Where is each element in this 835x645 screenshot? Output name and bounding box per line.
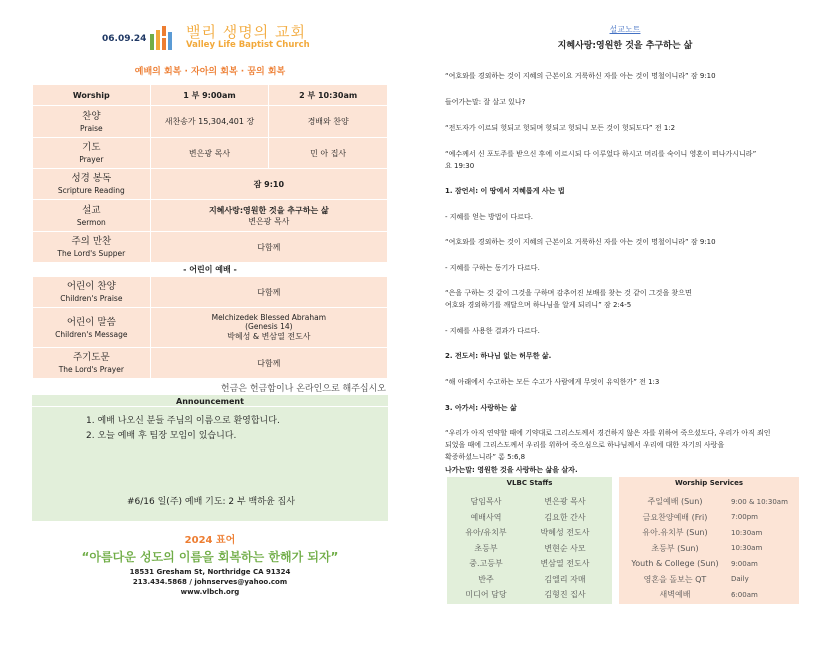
list-item: Youth & College (Sun) 9:00am xyxy=(631,559,758,569)
church-contact: 213.434.5868 / johnserves@yahoo.com xyxy=(132,578,288,586)
note-line: 여호와 경외하기를 깨달으며 하나님을 알게 되리니” 잠 2:4-5 xyxy=(445,301,632,309)
bulletin-header xyxy=(30,16,390,58)
worship-services-title: Worship Services xyxy=(619,477,799,490)
list-item: 영혼을 돌보는 QT Daily xyxy=(643,574,749,584)
note-line: 확증하셨느니라” 롬 5:6,8 xyxy=(445,453,526,461)
note-line: “여호와를 경외하는 것이 지혜의 근본이요 거룩하신 자를 아는 것이 명철이니라” 잠 9:10 xyxy=(445,238,716,246)
first-service-value: 새찬송가 15,304,401 장 xyxy=(150,106,269,138)
worship-services-box xyxy=(619,477,799,604)
list-item: 1. 예배 나오신 분들 주님의 이름으로 환영합니다. xyxy=(86,416,280,426)
bulletin-footer xyxy=(30,531,390,597)
item-label: 설교 Sermon xyxy=(33,200,151,232)
note-line: 나가는말: 영원한 것을 사랑하는 삶을 살자. xyxy=(445,466,578,474)
note-line: 요 19:30 xyxy=(445,162,475,170)
table-row xyxy=(33,169,388,200)
children-message-ref: (Genesis 14) xyxy=(245,322,293,331)
note-line: “우리가 아직 연약할 때에 기약대로 그리스도께서 경건하지 않은 자를 위하여 죽으셨도다, 우리가 아직 죄인 xyxy=(445,429,771,437)
list-item: 초등부 (Sun) 10:30am xyxy=(651,543,763,553)
church-address: 18531 Gresham St, Northridge CA 91324 xyxy=(129,568,291,576)
note-line: 3. 아가서: 사랑하는 삶 xyxy=(445,404,517,412)
list-item: 주일예배 (Sun) 9:00 & 10:30am xyxy=(647,497,788,507)
children-message-title: Melchizedek Blessed Abraham xyxy=(211,313,327,322)
table-row xyxy=(33,232,388,263)
note-line: - 지혜를 사용한 결과가 다르다. xyxy=(445,327,540,335)
scripture-reference: 잠 9:10 xyxy=(150,169,387,200)
bulletin-front xyxy=(30,16,390,597)
note-line: - 지혜를 얻는 방법이 다르다. xyxy=(445,213,534,221)
church-motto: 예배의 회복 · 자아의 회복 · 꿈의 회복 xyxy=(134,67,286,77)
staff-title: VLBC Staffs xyxy=(447,477,612,490)
list-item: 반주 김엘리 자매 xyxy=(478,574,586,584)
list-item: 예배사역 김요한 간사 xyxy=(470,512,586,522)
table-row xyxy=(33,308,388,348)
list-item: 2. 오늘 예배 후 팀장 모임이 있습니다. xyxy=(86,431,237,441)
prayer-schedule-note: #6/16 일(주) 예배 기도: 2 부 백하윤 집사 xyxy=(127,497,295,507)
sermon-notes-page xyxy=(445,24,805,474)
announcement-list xyxy=(86,414,280,444)
worship-services-list xyxy=(619,490,799,604)
note-line: 1. 잠언서: 이 땅에서 지혜롭게 사는 법 xyxy=(445,187,565,195)
bulletin-date: 06.09.24 xyxy=(102,34,147,44)
table-row xyxy=(33,138,388,169)
offering-note: 헌금은 헌금함이나 온라인으로 해주십시오 xyxy=(220,384,386,394)
note-line: “예수께서 신 포도주를 받으신 후에 이르시되 다 이루었다 하시고 머리를 숙이니 영혼이 떠나가시니라” xyxy=(445,150,757,158)
preacher: 변은광 목사 xyxy=(248,216,290,226)
announcement-box xyxy=(32,395,388,521)
list-item: 금요찬양예배 (Fri) 7:00pm xyxy=(642,512,758,522)
church-name-english: Valley Life Baptist Church xyxy=(186,40,310,50)
church-name-korean: 밸리 생명의 교회 xyxy=(186,23,306,41)
list-item: 중.고등부 변삼열 전도사 xyxy=(469,559,590,569)
item-label: 성경 봉독 Scripture Reading xyxy=(33,169,151,200)
list-item: 초등부 변현순 사모 xyxy=(474,543,586,553)
second-service-value: 민 아 집사 xyxy=(269,138,388,169)
note-line: 들어가는말: 잘 살고 있나? xyxy=(445,98,526,106)
sermon-notes-title: 지혜사랑:영원한 것을 추구하는 삶 xyxy=(557,41,693,51)
note-line: “해 아래에서 수고하는 모든 수고가 사람에게 무엇이 유익한가” 전 1:3 xyxy=(445,378,660,386)
list-item: 유아/유치부 박혜성 전도사 xyxy=(465,528,590,538)
list-item: 미디어 담당 김형진 집사 xyxy=(465,590,586,600)
staff-list xyxy=(447,490,612,604)
together-value: 다함께 xyxy=(150,232,387,263)
church-website[interactable]: www.vlbch.org xyxy=(180,588,240,596)
sermon-notes-label[interactable]: 설교노트 xyxy=(609,25,641,34)
first-service-value: 변은광 목사 xyxy=(150,138,269,169)
note-line: “여호와를 경외하는 것이 지혜의 근본이요 거룩하신 자를 아는 것이 명철이니라” 잠 9:10 xyxy=(445,72,716,80)
table-row xyxy=(33,200,388,232)
children-worship-divider: - 어린이 예배 - xyxy=(33,263,388,277)
note-line: “은을 구하는 것 같이 그것을 구하며 감추어진 보배를 찾는 것 같이 그것을 찾으면 xyxy=(445,289,692,297)
item-label: 기도 Prayer xyxy=(33,138,151,169)
item-label: 찬양 Praise xyxy=(33,106,151,138)
note-line: - 지혜를 구하는 동기가 다르다. xyxy=(445,264,540,272)
sermon-title: 지혜사랑:영원한 것을 추구하는 삶 xyxy=(208,205,329,215)
list-item: 유아.유치부 (Sun) 10:30am xyxy=(642,528,763,538)
children-message-info xyxy=(150,308,387,348)
second-service-value: 경배와 찬양 xyxy=(269,106,388,138)
sermon-info xyxy=(150,200,387,232)
year-theme-label: 2024 표어 xyxy=(184,535,236,546)
announcement-title: Announcement xyxy=(32,395,388,407)
list-item: 담임목사 변은광 목사 xyxy=(470,497,586,507)
together-value: 다함께 xyxy=(150,348,387,379)
table-row xyxy=(33,106,388,138)
table-header-row xyxy=(33,85,388,106)
children-message-speakers: 박혜성 & 변삼열 전도사 xyxy=(227,332,311,341)
item-label: 어린이 찬양 Children's Praise xyxy=(33,277,151,308)
item-label: 주기도문 The Lord's Prayer xyxy=(33,348,151,379)
list-item: 새벽예배 6:00am xyxy=(659,590,758,600)
col-header-first-service: 1 부 9:00am xyxy=(150,85,269,106)
item-label: 어린이 말씀 Children's Message xyxy=(33,308,151,348)
staff-box xyxy=(447,477,612,604)
note-line: 되었을 때에 그리스도께서 우리를 위하여 죽으심으로 하나님께서 우리에 대한 자기의 사랑을 xyxy=(445,441,725,449)
note-line: 2. 전도서: 하나님 없는 허무한 삶. xyxy=(445,352,552,360)
note-line: “전도자가 이르되 헛되고 헛되며 헛되고 헛되니 모든 것이 헛되도다” 전 1:2 xyxy=(445,124,676,132)
together-value: 다함께 xyxy=(150,277,387,308)
church-logo-icon xyxy=(148,24,178,52)
item-label: 주의 만찬 The Lord's Supper xyxy=(33,232,151,263)
col-header-second-service: 2 부 10:30am xyxy=(269,85,388,106)
year-theme: “아름다운 성도의 이름을 회복하는 한해가 되자” xyxy=(81,550,339,564)
table-row xyxy=(33,277,388,308)
table-row xyxy=(33,348,388,379)
col-header-worship: Worship xyxy=(33,85,151,106)
order-of-worship-table xyxy=(32,84,388,379)
